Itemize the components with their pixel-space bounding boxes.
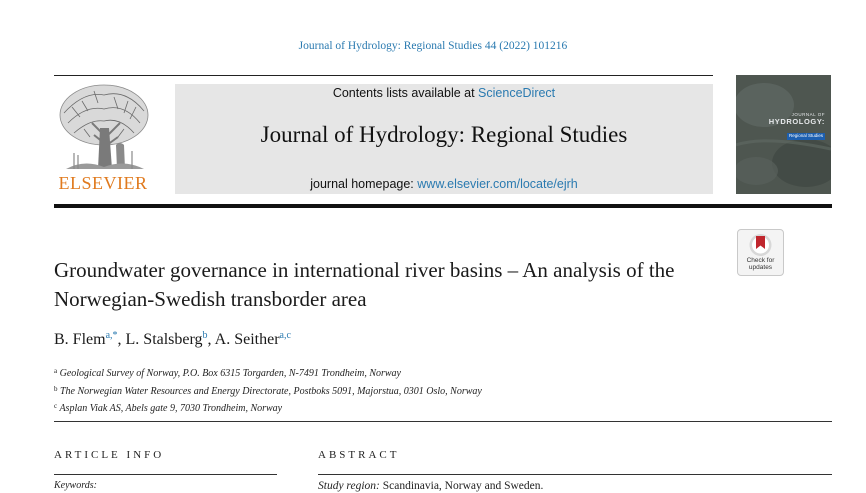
article-info-rule xyxy=(54,474,277,475)
affiliation-text: Asplan Viak AS, Abels gate 9, 7030 Trondheim, Norway xyxy=(59,403,283,414)
homepage-prefix: journal homepage: xyxy=(310,177,418,191)
affiliation-item xyxy=(54,399,482,417)
journal-reference-link[interactable]: Journal of Hydrology: Regional Studies 44 (2022) 101216 xyxy=(298,40,568,52)
journal-title: Journal of Hydrology: Regional Studies xyxy=(260,122,628,147)
study-region-value: Scandinavia, Norway and Sweden. xyxy=(379,480,544,492)
journal-homepage-link[interactable]: www.elsevier.com/locate/ejrh xyxy=(417,177,578,191)
affiliation-mark: a xyxy=(54,367,58,375)
section-divider xyxy=(54,421,832,422)
author-affiliation-link[interactable]: a,c xyxy=(279,330,291,341)
affiliation-list xyxy=(54,364,482,417)
author-name[interactable]: L. Stalsberg xyxy=(125,331,203,348)
cover-small-line: JOURNAL OF xyxy=(791,112,825,117)
author-affiliation-link[interactable]: a, xyxy=(105,330,113,341)
affiliation-item xyxy=(54,364,482,382)
check-for-updates-label xyxy=(738,258,783,272)
abstract-heading: ABSTRACT xyxy=(318,449,400,461)
check-for-updates-button[interactable] xyxy=(737,229,784,276)
check-label-line1: Check for xyxy=(746,257,775,264)
sciencedirect-link[interactable]: ScienceDirect xyxy=(478,86,556,100)
author-separator: , xyxy=(207,331,215,348)
article-info-heading: ARTICLE INFO xyxy=(54,449,165,461)
contents-line xyxy=(175,86,713,100)
study-region-line xyxy=(318,480,543,492)
journal-banner xyxy=(175,84,713,194)
elsevier-logo[interactable] xyxy=(54,83,152,194)
author-affiliation-link[interactable]: b xyxy=(202,330,208,341)
study-region-label: Study region: xyxy=(318,480,380,492)
author-separator: , xyxy=(117,331,126,348)
homepage-line xyxy=(175,177,713,191)
check-label-line2: updates xyxy=(748,263,773,271)
article-title: Groundwater governance in international river basins – An analysis of the Norwegian-Swedish transborder area xyxy=(54,258,675,311)
header-thick-rule xyxy=(54,204,832,208)
keywords-label: Keywords: xyxy=(54,480,97,491)
contents-prefix: Contents lists available at xyxy=(332,86,479,100)
crossmark-icon xyxy=(738,231,783,259)
cover-sub-line: Regional Studies xyxy=(788,133,823,138)
elsevier-tree-icon xyxy=(54,83,152,173)
elsevier-wordmark: ELSEVIER xyxy=(58,173,148,193)
affiliation-item xyxy=(54,382,482,400)
abstract-rule xyxy=(318,474,832,475)
journal-cover-thumbnail[interactable] xyxy=(736,75,831,194)
corresponding-author-link[interactable]: * xyxy=(112,330,118,341)
author-name[interactable]: A. Seither xyxy=(214,331,280,348)
cover-big-line: HYDROLOGY: xyxy=(768,116,825,126)
affiliation-text: Geological Survey of Norway, P.O. Box 6315 Torgarden, N-7491 Trondheim, Norway xyxy=(59,368,401,379)
header-top-rule xyxy=(54,75,713,76)
affiliation-mark: c xyxy=(54,402,58,410)
author-list xyxy=(54,330,291,349)
cover-title xyxy=(769,113,825,141)
author-name[interactable]: B. Flem xyxy=(54,331,106,348)
affiliation-text: The Norwegian Water Resources and Energy Directorate, Postboks 5091, Majorstua, 0301 Oslo, Norway xyxy=(60,385,482,397)
affiliation-mark: b xyxy=(54,384,58,393)
